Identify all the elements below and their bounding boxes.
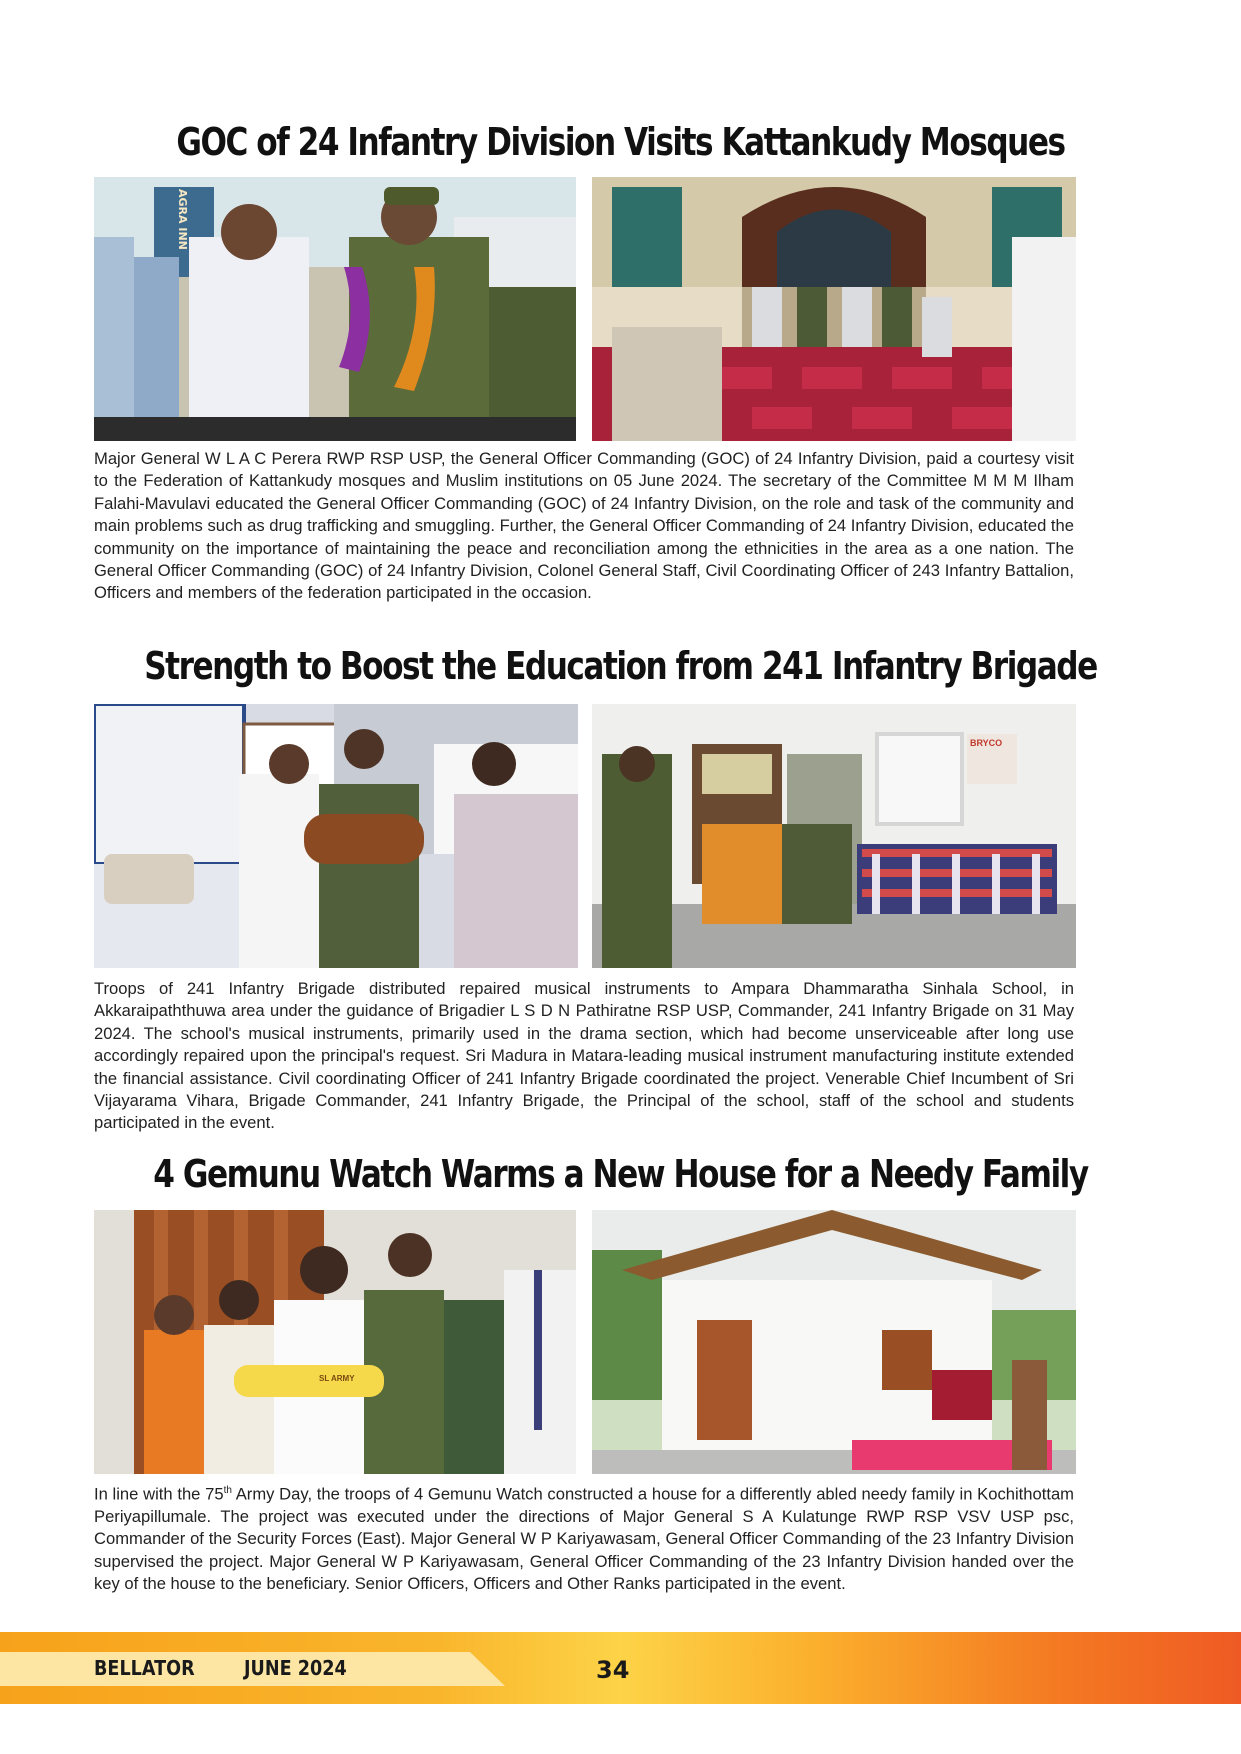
issue-date: JUNE 2024 xyxy=(244,1656,347,1680)
photo-mosque-meeting xyxy=(592,177,1076,441)
key-label: SL ARMY xyxy=(319,1374,355,1383)
calendar-label: BRYCO xyxy=(970,738,1003,748)
article-2-body: Troops of 241 Infantry Brigade distributed repaired musical instruments to Ampara Dhammaratha Sinhala School, in Akkaraipaththuwa area under the guidance of Brigadier L S D N Pathiratne RSP USP, Commander, 241 Infantry Brigade on 31 May 2024. The school's musical instruments, primarily used in the drama section, which had become unserviceable after long use accordingly repaired upon the principal's request. Sri Madura in Matara-leading musical instrument manufacturing institute extended the financial assistance. Civil coordinating Officer of 241 Infantry Brigade coordinated the project. Venerable Chief Incumbent of Sri Vijayarama Vihara, Brigade Commander, 241 Infantry Brigade, the Principal of the school, staff of the school and students participated in the event. xyxy=(94,979,1074,1133)
article-1-title: GOC of 24 Infantry Division Visits Kattankudy Mosques xyxy=(176,120,1065,164)
magazine-name: BELLATOR xyxy=(94,1656,195,1680)
ordinal-suffix: th xyxy=(223,1485,232,1496)
photo-school-ceremony xyxy=(592,704,1076,968)
article-3-body-rest: Army Day, the troops of 4 Gemunu Watch constructed a house for a differently abled needy family in Kochithottam Periyapillumale. The project was executed under the directions of Major General S A Kulatunge RWP RSP VSV USP psc, Commander of the Security Forces (East). Major General W P Kariyawasam, General Officer Commanding of the 23 Infantry Division supervised the project. Major General W P Kariyawasam, General Officer Commanding of the 23 Infantry Division handed over the key of the house to the beneficiary. Senior Officers, Officers and Other Ranks participated in the event. xyxy=(94,1484,1074,1594)
photo-key-handover xyxy=(94,1210,576,1474)
article-2-title: Strength to Boost the Education from 241 Infantry Brigade xyxy=(144,644,1097,688)
page-number: 34 xyxy=(596,1656,630,1684)
article-3-body xyxy=(94,1480,1074,1596)
photo-new-house xyxy=(592,1210,1076,1474)
shop-sign: AGRA INN xyxy=(176,189,189,250)
photo-instrument-handover xyxy=(94,704,578,968)
article-3-title: 4 Gemunu Watch Warms a New House for a Needy Family xyxy=(153,1152,1088,1196)
photo-garland-welcome xyxy=(94,177,576,441)
article-3-body-start: In line with the 75 xyxy=(94,1484,224,1504)
article-1-body: Major General W L A C Perera RWP RSP USP, the General Officer Commanding (GOC) of 24 Infantry Division, paid a courtesy visit to the Federation of Kattankudy mosques and Muslim institutions on 05 June 2024. The secretary of the Committee M M M Ilham Falahi-Mavulavi educated the General Officer Commanding (GOC) of 24 Infantry Division, on the role and task of the community and main problems such as drug trafficking and smuggling. Further, the General Officer Commanding of 24 Infantry Division, educated the community on the importance of maintaining the peace and reconciliation among the ethnicities in the area as a one nation. The General Officer Commanding (GOC) of 24 Infantry Division, Colonel General Staff, Civil Coordinating Officer of 243 Infantry Battalion, Officers and members of the federation participated in the occasion. xyxy=(94,449,1074,603)
